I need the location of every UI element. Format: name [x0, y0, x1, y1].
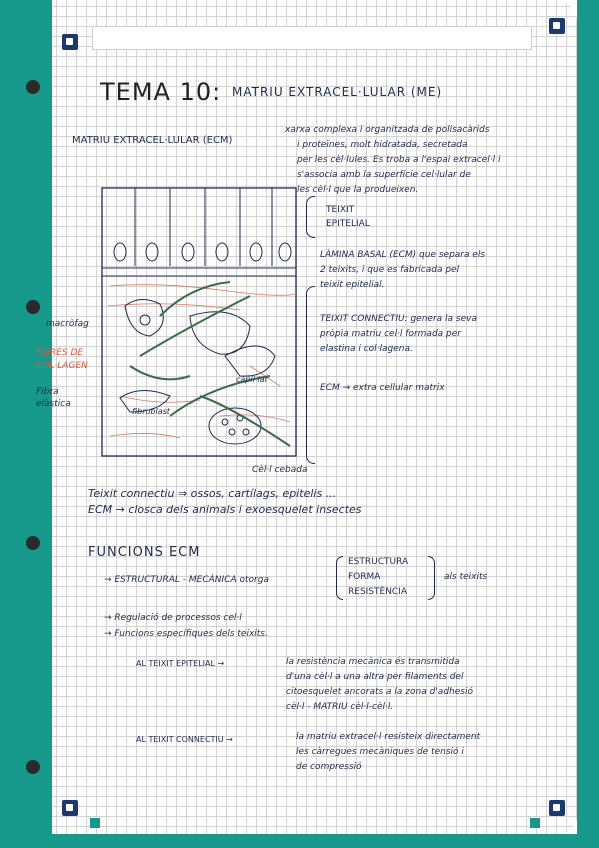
binder-hole: [26, 760, 40, 774]
label-cel-cebada: Cèl·l cebada: [252, 465, 308, 475]
binder-hole: [26, 536, 40, 550]
funcions-left-brace: [336, 556, 343, 600]
intro-line: per les cèl·lules. Es troba a l'espai extracel·l i: [297, 155, 501, 165]
epitelial-line: la resistència mecànica és transmitida: [286, 657, 460, 667]
connective-brace: [306, 286, 315, 464]
label-fibra-elastica: Fibra: [36, 387, 59, 397]
ecm-diagram: [100, 186, 300, 462]
label-teixit-epitelial: TEIXIT: [326, 205, 355, 215]
epitelial-label: AL TEIXIT EPITELIAL →: [136, 659, 225, 668]
label-teixit-epitelial: EPITELIAL: [326, 219, 370, 229]
connectiu-line: de compressió: [296, 762, 362, 772]
label-teixit-connectiu: elastina i col·lagena.: [320, 344, 413, 354]
notebook-cover-right: [577, 0, 599, 848]
label-macrofag: macròfag: [46, 319, 89, 329]
intro-line: les cèl·l que la produeixen.: [297, 185, 419, 195]
binder-hole: [26, 300, 40, 314]
intro-label: MATRIU EXTRACEL·LULAR (ECM): [72, 135, 233, 146]
binder-hole: [26, 80, 40, 94]
section-heading-funcions: FUNCIONS ECM: [88, 545, 201, 560]
corner-marker-icon: [62, 34, 78, 50]
intro-line: i proteïnes, molt hidratada, secretada: [297, 140, 468, 150]
page-title: TEMA 10:: [100, 78, 222, 106]
label-fibra-elastica: elàstica: [36, 399, 71, 409]
label-lamina-basal: LÀMINA BASAL (ECM) que separa els: [320, 250, 486, 260]
funcio-estructural: → ESTRUCTURAL - MECÀNICA otorga: [104, 575, 269, 585]
header-box: [92, 26, 532, 50]
intro-line: s'associa amb la superfície cel·lular de: [297, 170, 471, 180]
connectiu-line: les càrregues mecàniques de tensió i: [296, 747, 464, 757]
connectiu-label: AL TEIXIT CONNECTIU →: [136, 735, 233, 744]
funcio-item: → Funcions específiques dels teixits.: [104, 629, 268, 639]
note-line: ECM → closca dels animals i exoesquelet insectes: [88, 503, 362, 516]
intro-line: xarxa complexa i organitzada de polisacàrids: [285, 125, 490, 135]
label-teixit-connectiu: pròpia matriu cel·l formada per: [320, 329, 461, 339]
epitelial-line: cèl·l - MATRIU cèl·l-cèl·l.: [286, 702, 394, 712]
corner-square-icon: [530, 818, 540, 828]
label-lamina-basal: 2 teixits, i que es fabricada pel: [320, 265, 460, 275]
label-ecm: ECM → extra cellular matrix: [320, 383, 445, 393]
brace-item: ESTRUCTURA: [348, 557, 409, 567]
funcio-item: → Regulació de processos cel·l: [104, 613, 242, 623]
corner-marker-icon: [549, 18, 565, 34]
epitelial-line: d'una cèl·l a una altra per filaments del: [286, 672, 464, 682]
page-subtitle: MATRIU EXTRACEL·LULAR (ME): [232, 85, 443, 99]
label-fibroblast: fibroblast: [132, 407, 170, 416]
epithelial-cells: [102, 188, 296, 276]
notebook-cover-left: [0, 0, 52, 848]
label-fibres-colagen: COL·LAGEN: [36, 361, 88, 371]
label-fibres-colagen: FIBRES DE: [36, 348, 84, 358]
label-lamina-basal: teixit epitelial.: [320, 280, 385, 290]
corner-marker-icon: [549, 800, 565, 816]
notebook-cover-bottom: [0, 834, 599, 848]
epithelial-brace: [306, 196, 315, 238]
label-teixit-connectiu: TEIXIT CONNECTIU: genera la seva: [320, 314, 477, 324]
note-line: Teixit connectiu ⇒ ossos, cartílags, epitelis ...: [88, 487, 337, 500]
brace-item: FORMA: [348, 572, 381, 582]
brace-item: RESISTÈNCIA: [348, 587, 408, 597]
label-capillar: capil·lar: [236, 375, 268, 384]
brace-tail: als teixits: [444, 572, 488, 582]
funcions-right-brace: [428, 556, 435, 600]
epitelial-line: citoesquelet ancorats a la zona d'adhesió: [286, 687, 473, 697]
corner-marker-icon: [62, 800, 78, 816]
connectiu-line: la matriu extracel·l resisteix directament: [296, 732, 481, 742]
corner-square-icon: [90, 818, 100, 828]
